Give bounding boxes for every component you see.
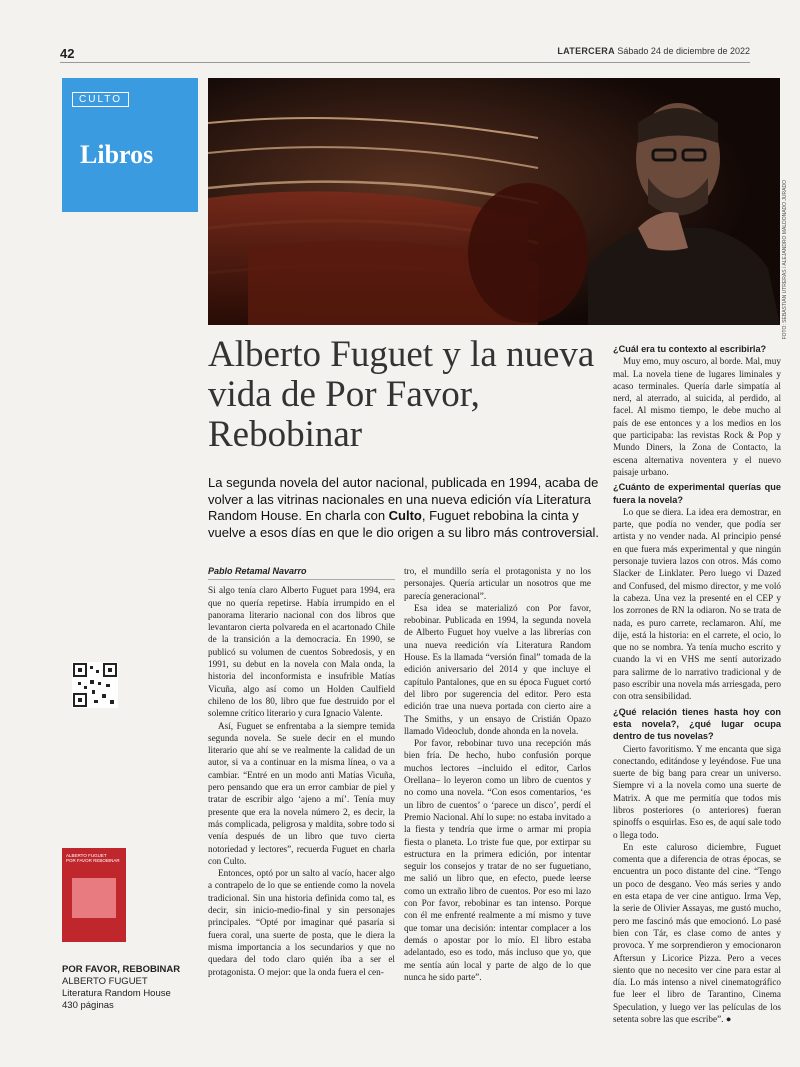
lede-part2: , Fuguet rebobina la cinta y vuelve a esos días en que le dio origen a su libro más controversial. <box>208 508 599 540</box>
col3-question: ¿Qué relación tienes hasta hoy con esta novela?, ¿qué lugar ocupa dentro de tus novelas? <box>613 706 781 742</box>
col3-question: ¿Cuánto de experimental querías que fuera la novela? <box>613 482 781 505</box>
book-pages: 430 páginas <box>62 1000 114 1011</box>
col3-answer: Lo que se diera. La idea era demostrar, en parte, que podía no vender, que podía ser artista y no vender nada. Al principio pensé en que fuera más experimental y que ningún personaje tuviera lazos con otros. Más como Slacker de Linklater. Pero luego vi Dazed and Confused, del mismo director, y me voló la cabeza. Una vez la presenté en el CEP y los zorrones de RN la odiaron. No se trata de nada, es puro carrete, reclamaron. Ahí, me dije, está la historia: en el carrete, el ocio, lo que no se nombra. Ya tenía mucho escrito y cuando la vi en VHS me sentí autorizado para salirme de lo narrativo tradicional y de paso escribir una novela más arriesgada, pero con otra sensibilidad. <box>613 506 781 702</box>
lede-part1: La segunda novela del autor nacional, publicada en 1994, acaba de volver a las vitrinas nacionales en una nueva edición vía Literatura Random House. En charla con <box>208 475 599 523</box>
book-cover-text <box>66 853 122 863</box>
lede <box>208 475 603 541</box>
book-info <box>62 964 180 1012</box>
masthead-paper: LATERCERA <box>557 46 615 56</box>
book-publisher: Literatura Random House <box>62 988 171 999</box>
book-cover-band <box>72 878 116 918</box>
book-title: POR FAVOR, REBOBINAR <box>62 964 181 975</box>
qr-code <box>72 662 118 708</box>
hero-photo <box>208 78 780 325</box>
lede-bold: Culto <box>388 508 422 523</box>
qr-icon <box>72 662 118 708</box>
col2-paragraph: tro, el mundillo sería el protagonista y no los personajes. Quería articular un nosotros que me parecía generacional”. <box>404 566 591 601</box>
col1-paragraph: Si algo tenía claro Alberto Fuguet para 1994, era que no quería repetirse. Había irrumpido en el panorama literario nacional con dos libros que levantaron cierta polvareda en el acartonado Chile de la transición a la democracia. En 1990, se publicó su volumen de cuentos Sobredosis, y en 1991, su debut en la novela con Mala onda, la historia del inconformista e insufrible Matías Vicuña, algo así como un Holden Caulfield chileno de los 80, libro que fue destruido por el solemne crítico literario y cura Ignacio Valente. <box>208 585 395 719</box>
book-author: ALBERTO FUGUET <box>62 976 148 987</box>
byline: Pablo Retamal Navarro <box>208 565 395 580</box>
section-brand: CULTO <box>72 92 129 107</box>
col2-paragraph: Esa idea se materializó con Por favor, rebobinar. Publicada en 1994, la segunda novela de Alberto Fuguet hoy vuelve a las librerías con una nueva reedición vía Literatura Random House. Es la llamada “versión final” tomada de la edición aniversario del 2014 y que incluye el capítulo Pantalones, que en su época Fuguet cortó del libro por sugerencia del editor. Pero esta edición trae una nueva portada con cierto aire a The Smiths, y un ensayo de Cristián Opazo llamado Videoclub, donde ahonda en la novela. <box>404 602 591 736</box>
cinema-photo-illustration <box>208 78 780 325</box>
column-1 <box>208 565 395 978</box>
book-cover-title: POR FAVOR REBOBINAR <box>66 858 120 863</box>
section-name: Libros <box>80 140 154 169</box>
book-cover <box>62 848 126 942</box>
top-rule <box>60 62 750 63</box>
section-box <box>62 78 198 212</box>
col3-question: ¿Cuál era tu contexto al escribirla? <box>613 344 767 354</box>
book-cover-author: ALBERTO FUGUET <box>66 853 107 858</box>
page-number: 42 <box>60 46 75 61</box>
col2-paragraph: Por favor, rebobinar tuvo una recepción más bien fría. De hecho, hubo confusión porque muchos lectores –incluido el editor, Carlos Orellana– lo leyeron como un libro de cuentos y no como una novela. “Con esos comentarios, ‘es un libro de cuentos’ o ‘parece un disco’, perdí el Premio Nacional. Ahí lo supe: no estaba invitado a la fiesta y tendría que irme o armar mi propia fiesta o planeta. Lo triste fue que, por extirpar su estructura en la primera edición, por intentar seguir los consejos y tratar de no ser fuguetiano, me salió un libro que, en efecto, puede leerse como un extraño libro de cuentos. Por eso mi lazo con Por favor, rebobinar es tan intenso. Porque con él me enfrenté realmente a mí mismo y tuve que tomar una decisión: intentar complacer a los demás o apostar por lo mío. El libro estaba adelantado, eso es todo, más incluso que yo, que me sentía aún local y parte de algo de lo que nunca he sido parte”. <box>404 738 591 982</box>
col1-paragraph: Así, Fuguet se enfrentaba a la siempre temida segunda novela. Se suele decir en el mundo literario que ahí se ve realmente la calidad de un autor, si va a continuar en la misma línea, o va a cambiar. “Entré en un modo anti Matías Vicuña, pero pensando que era un error cambiar de piel y tratar de escribir algo ‘ajeno a mí’. Tenía muy presente que era la novela número 2, es decir, la más complicada, peligrosa y maldita, sobre todo si venía después de un libro que tuvo cierta notoriedad y lectores”, recuerda Fuguet en charla con Culto. <box>208 720 395 866</box>
masthead <box>557 46 750 56</box>
headline: Alberto Fuguet y la nueva vida de Por Favor, Rebobinar <box>208 334 595 455</box>
col1-paragraph: Entonces, optó por un salto al vacío, hacer algo a contrapelo de lo que se entiende como la novela tradicional. Sin una historia definida como tal, es decir, sin inicio-medio-final y sin personajes principales. “Opté por imaginar qué pasaría si fuera coral, una suerte de posta, que le diera la misma importancia a los secundarios y que no quedara del todo claro quién iba a ser el protagonista. O mejor: que la onda fuera el cen- <box>208 868 395 977</box>
masthead-date: Sábado 24 de diciembre de 2022 <box>617 46 750 56</box>
col3-answer: Cierto favoritismo. Y me encanta que siga conectando, editándose y leyéndose. Fue una suerte de big bang para crear un universo. Siempre vi a la novela como una suerte de Matrix. A que me permitía que todos mis libros posteriores (o anteriores) fueran spinoffs o esquirlas. Eso es, de aquí sale todo o llega todo. <box>613 743 781 840</box>
col3-answer: En este caluroso diciembre, Fuguet comenta que a diferencia de otras épocas, se encuentra un poco distante del cine. “Tengo un poco de desgano. Veo más series y ando en esta etapa de ver cine antiguo. Irma Vep, la serie de Olivier Assayas, me gustó mucho, pero me fascinó más que emocionó. Lo pasé bien con Tár, es clase como de antes y provoca. Y me sorprendieron y emocionaron Aftersun y Licorice Pizza. Pero a veces siento que no necesito ver cine para estar al día. Lo más intenso a nivel cinematográfico fue leer el libro de Tarantino, Cinema Speculation, y luego ver las películas de los setenta sobre las que escribe”. ● <box>613 841 781 1025</box>
photo-credit: FOTO: SEBASTIÁN UTRERAS / ALEJANDRO MALDONADO JURADO <box>782 180 788 340</box>
col3-answer: Muy emo, muy oscuro, al borde. Mal, muy mal. La novela tiene de lugares liminales y acaso terminales. Quería darle simpatía al nerd, al aterrado, al suicida, al perdido, al facel. Al mismo tiempo, le debe mucho al país de ese entonces y a los medios en los que participaba: las revistas Rock & Pop y Mundo Diners, la Zona de Contacto, la escena alternativa noventera y el nuevo paisaje urbano. <box>613 356 781 477</box>
column-2 <box>404 565 591 983</box>
column-3 <box>613 340 781 1025</box>
